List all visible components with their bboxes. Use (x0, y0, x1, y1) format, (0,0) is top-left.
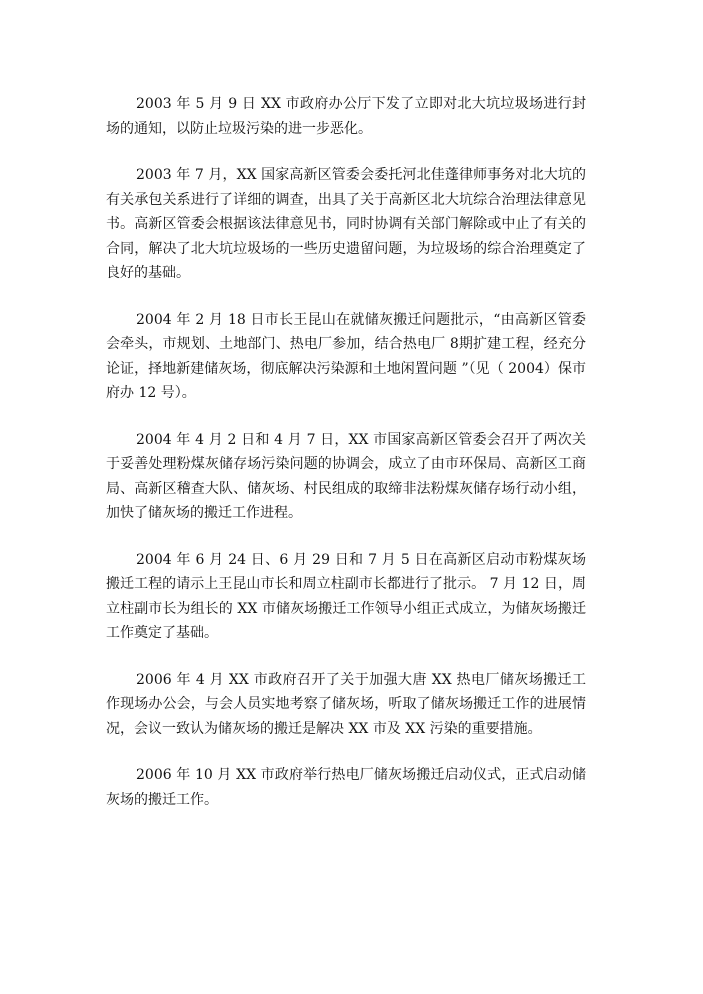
paragraph-2006-oct: 2006 年 10 月 XX 市政府举行热电厂储灰场搬迁启动仪式，正式启动储灰场的搬迁工作。 (106, 767, 586, 808)
paragraph-2006-apr: 2006 年 4 月 XX 市政府召开了关于加强大唐 XX 热电厂储灰场搬迁工作现场办公会，与会人员实地考察了储灰场，听取了储灰场搬迁工作的进展情况，会议一致认为储灰场的搬迁是解决 XX 市及 XX 污染的重要措施。 (106, 671, 586, 737)
paragraph-2004-jun: 2004 年 6 月 24 日、6 月 29 日和 7 月 5 日在高新区启动市粉煤灰场搬迁工程的请示上王昆山市长和周立柱副市长都进行了批示。 7 月 12 日，周立柱副市长为组长的 XX 市储灰场搬迁工作领导小组正式成立，为储灰场搬迁工作奠定了基础。 (106, 551, 586, 641)
document-body (106, 92, 586, 834)
paragraph-2004-apr: 2004 年 4 月 2 日和 4 月 7 日，XX 市国家高新区管委会召开了两次关于妥善处理粉煤灰储存场污染问题的协调会，成立了由市环保局、高新区工商局、高新区稽查大队、储灰场、村民组成的取缔非法粉煤灰储存场行动小组，加快了储灰场的搬迁工作进程。 (106, 431, 586, 521)
paragraph-2003-may: 2003 年 5 月 9 日 XX 市政府办公厅下发了立即对北大坑垃圾场进行封场的通知，以防止垃圾污染的进一步恶化。 (106, 96, 586, 137)
paragraph-2004-feb: 2004 年 2 月 18 日市长王昆山在就储灰搬迁问题批示，“由高新区管委会牵头，市规划、土地部门、热电厂参加，结合热电厂 8期扩建工程，经充分论证，择地新建储灰场，彻底解决污染源和土地闲置问题 ”（见（ 2004）保市府办 12 号）。 (106, 311, 586, 401)
paragraph-2003-july: 2003 年 7 月，XX 国家高新区管委会委托河北佳蓬律师事务对北大坑的有关承包关系进行了详细的调查，出具了关于高新区北大坑综合治理法律意见书。高新区管委会根据该法律意见书，同时协调有关部门解除或中止了有关的合同，解决了北大坑垃圾场的一些历史遗留问题，为垃圾场的综合治理奠定了良好的基础。 (106, 167, 586, 281)
